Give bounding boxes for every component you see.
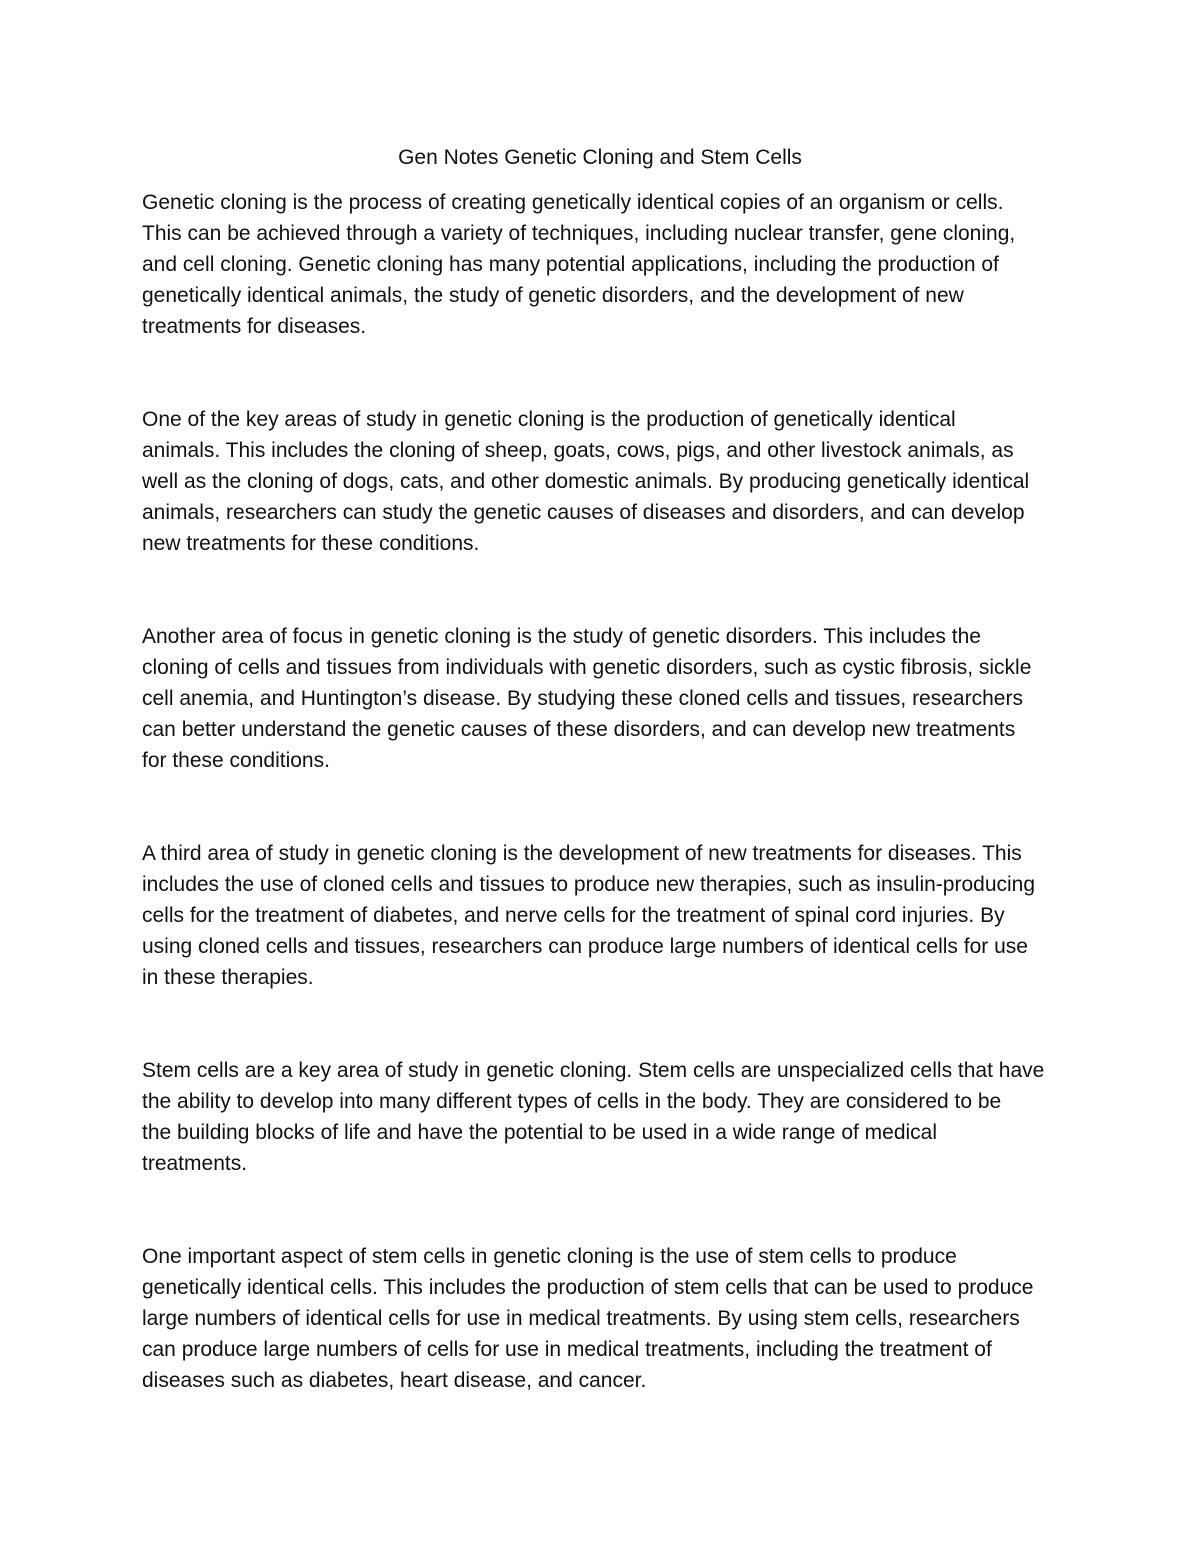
paragraph-2 [142, 404, 1062, 559]
paragraph-line: for these conditions. [142, 749, 330, 772]
paragraph-line: Stem cells are a key area of study in genetic cloning. Stem cells are unspecialized cells that have [142, 1059, 1045, 1082]
paragraph-line: diseases such as diabetes, heart disease, and cancer. [142, 1369, 647, 1392]
paragraph-line: new treatments for these conditions. [142, 532, 480, 555]
paragraph-line: cloning of cells and tissues from individuals with genetic disorders, such as cystic fibrosis, sickle [142, 656, 1032, 679]
paragraph-line: in these therapies. [142, 966, 314, 989]
paragraph-line: can better understand the genetic causes of these disorders, and can develop new treatments [142, 718, 1016, 741]
paragraph-line: large numbers of identical cells for use in medical treatments. By using stem cells, researchers [142, 1307, 1020, 1330]
paragraph-line: animals. This includes the cloning of sheep, goats, cows, pigs, and other livestock animals, as [142, 439, 1014, 462]
paragraph-line: using cloned cells and tissues, researchers can produce large numbers of identical cells for use [142, 935, 1028, 958]
paragraph-line: the ability to develop into many different types of cells in the body. They are considered to be [142, 1090, 1002, 1113]
paragraph-line: genetically identical cells. This includes the production of stem cells that can be used to produce [142, 1276, 1034, 1299]
paragraph-line: animals, researchers can study the genetic causes of diseases and disorders, and can develop [142, 501, 1025, 524]
paragraph-6 [142, 1241, 1062, 1396]
paragraph-line: Genetic cloning is the process of creating genetically identical copies of an organism or cells. [142, 191, 1004, 214]
paragraph-1 [142, 187, 1062, 342]
paragraph-line: cells for the treatment of diabetes, and nerve cells for the treatment of spinal cord injuries. By [142, 904, 1005, 927]
document-title: Gen Notes Genetic Cloning and Stem Cells [398, 146, 802, 169]
paragraph-5 [142, 1055, 1062, 1179]
paragraph-line: One of the key areas of study in genetic cloning is the production of genetically identical [142, 408, 956, 431]
paragraph-line: and cell cloning. Genetic cloning has many potential applications, including the production of [142, 253, 999, 276]
paragraph-4 [142, 838, 1062, 993]
paragraph-line: This can be achieved through a variety of techniques, including nuclear transfer, gene cloning, [142, 222, 1016, 245]
paragraph-line: the building blocks of life and have the potential to be used in a wide range of medical [142, 1121, 938, 1144]
paragraph-line: includes the use of cloned cells and tissues to produce new therapies, such as insulin-producing [142, 873, 1036, 896]
paragraph-line: treatments for diseases. [142, 315, 367, 338]
paragraph-line: One important aspect of stem cells in genetic cloning is the use of stem cells to produce [142, 1245, 957, 1268]
paragraph-line: cell anemia, and Huntington’s disease. By studying these cloned cells and tissues, researchers [142, 687, 1023, 710]
paragraph-line: treatments. [142, 1152, 248, 1175]
paragraph-line: genetically identical animals, the study of genetic disorders, and the development of new [142, 284, 964, 307]
paragraph-line: can produce large numbers of cells for use in medical treatments, including the treatment of [142, 1338, 992, 1361]
paragraph-3 [142, 621, 1062, 776]
paragraph-line: A third area of study in genetic cloning is the development of new treatments for diseases. This [142, 842, 1022, 865]
paragraph-line: well as the cloning of dogs, cats, and other domestic animals. By producing genetically identical [142, 470, 1030, 493]
paragraph-line: Another area of focus in genetic cloning is the study of genetic disorders. This includes the [142, 625, 981, 648]
